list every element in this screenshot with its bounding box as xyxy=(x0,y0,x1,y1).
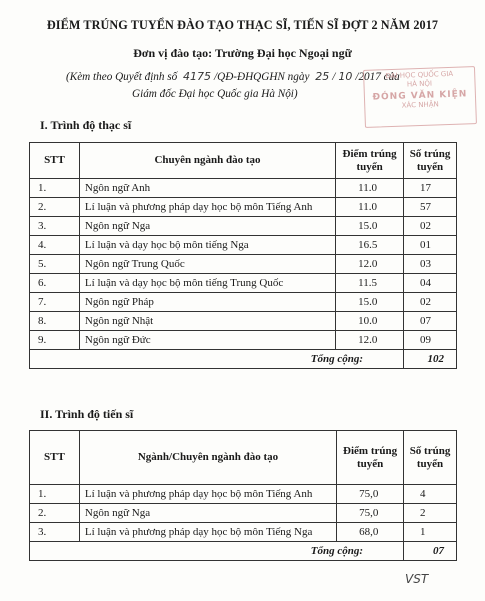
masters-heading: I. Trình độ thạc sĩ xyxy=(40,118,132,132)
row-score: 10.0 xyxy=(336,312,404,331)
table-row xyxy=(30,504,457,523)
row-major: Ngôn ngữ Nga xyxy=(79,504,336,523)
row-count: 57 xyxy=(404,198,457,217)
row-score: 16.5 xyxy=(336,236,404,255)
row-count: 17 xyxy=(404,179,457,198)
row-stt: 6. xyxy=(30,274,80,293)
row-major: Ngôn ngữ Anh xyxy=(79,179,335,198)
masters-header-row xyxy=(30,143,457,179)
row-score: 11.0 xyxy=(336,198,404,217)
row-stt: 3. xyxy=(30,217,80,236)
handwritten-initials: VST xyxy=(405,572,429,586)
table-row xyxy=(30,523,457,542)
total-value: 07 xyxy=(404,542,457,561)
table-row xyxy=(30,255,457,274)
doctoral-heading: II. Trình độ tiến sĩ xyxy=(40,407,134,421)
stamp-line2: HÀ NỘI xyxy=(406,79,433,89)
stamp-line3: ĐÓNG VĂN KIỆN xyxy=(372,89,468,103)
row-count: 1 xyxy=(404,523,457,542)
col-count: Số trúng tuyển xyxy=(404,431,457,485)
table-row xyxy=(30,312,457,331)
stamp-line1: ĐẠI HỌC QUỐC GIA xyxy=(385,69,454,81)
row-count: 09 xyxy=(404,331,457,350)
row-count: 4 xyxy=(404,485,457,504)
row-stt: 9. xyxy=(30,331,80,350)
col-major: Chuyên ngành đào tạo xyxy=(79,143,335,179)
row-stt: 4. xyxy=(30,236,80,255)
row-major: Lí luận và phương pháp dạy học bộ môn Tiếng Nga xyxy=(79,523,336,542)
ref-prefix: (Kèm theo Quyết định số xyxy=(66,71,178,83)
official-stamp xyxy=(363,66,477,130)
row-score: 12.0 xyxy=(336,255,404,274)
masters-table xyxy=(29,142,457,369)
row-major: Lí luận và phương pháp dạy học bộ môn Tiếng Anh xyxy=(79,485,336,504)
total-value: 102 xyxy=(404,350,457,369)
row-stt: 2. xyxy=(30,198,80,217)
row-major: Lí luận và phương pháp dạy học bộ môn Tiếng Anh xyxy=(79,198,335,217)
row-score: 12.0 xyxy=(336,331,404,350)
row-major: Ngôn ngữ Nhật xyxy=(79,312,335,331)
total-row xyxy=(30,350,457,369)
row-count: 02 xyxy=(404,293,457,312)
table-row xyxy=(30,293,457,312)
row-score: 68,0 xyxy=(337,523,404,542)
ref-middle: /QĐ-ĐHQGHN ngày xyxy=(214,71,310,83)
decision-reference: (Kèm theo Quyết định số 4175 /QĐ-ĐHQGHN ngày 25 / 10 /2017 của xyxy=(66,70,400,83)
row-major: Ngôn ngữ Nga xyxy=(79,217,335,236)
ref-number: 4175 xyxy=(183,70,212,83)
row-score: 11.0 xyxy=(336,179,404,198)
row-count: 01 xyxy=(404,236,457,255)
table-row xyxy=(30,274,457,293)
col-major: Ngành/Chuyên ngành đào tạo xyxy=(79,431,336,485)
ref-day: 25 xyxy=(315,70,330,83)
row-score: 11.5 xyxy=(336,274,404,293)
training-unit: Đơn vị đào tạo: Trường Đại học Ngoại ngữ xyxy=(133,46,352,60)
row-major: Ngôn ngữ Đức xyxy=(79,331,335,350)
row-stt: 2. xyxy=(30,504,80,523)
col-stt: STT xyxy=(30,431,80,485)
row-stt: 3. xyxy=(30,523,80,542)
row-score: 75,0 xyxy=(337,504,404,523)
row-count: 03 xyxy=(404,255,457,274)
table-row xyxy=(30,217,457,236)
total-label: Tổng cộng: xyxy=(30,542,404,561)
col-score: Điểm trúng tuyển xyxy=(337,431,404,485)
row-score: 15.0 xyxy=(336,217,404,236)
row-stt: 8. xyxy=(30,312,80,331)
table-row xyxy=(30,198,457,217)
table-row xyxy=(30,236,457,255)
row-count: 02 xyxy=(404,217,457,236)
col-count: Số trúng tuyển xyxy=(404,143,457,179)
ref-month: 10 xyxy=(338,70,353,83)
row-major: Lí luận và dạy học bộ môn tiếng Nga xyxy=(79,236,335,255)
col-score: Điểm trúng tuyển xyxy=(336,143,404,179)
total-label: Tổng cộng: xyxy=(30,350,404,369)
row-score: 75,0 xyxy=(337,485,404,504)
table-row xyxy=(30,331,457,350)
row-stt: 1. xyxy=(30,179,80,198)
row-stt: 1. xyxy=(30,485,80,504)
row-count: 07 xyxy=(404,312,457,331)
row-major: Ngôn ngữ Pháp xyxy=(79,293,335,312)
doctoral-header-row xyxy=(30,431,457,485)
row-count: 04 xyxy=(404,274,457,293)
stamp-line4: XÁC NHẬN xyxy=(401,100,439,110)
table-row xyxy=(30,179,457,198)
table-row xyxy=(30,485,457,504)
row-stt: 7. xyxy=(30,293,80,312)
doctoral-table xyxy=(29,430,457,561)
row-count: 2 xyxy=(404,504,457,523)
document-title: ĐIỂM TRÚNG TUYỂN ĐÀO TẠO THẠC SĨ, TIẾN SĨ ĐỢT 2 NĂM 2017 xyxy=(46,18,439,32)
row-major: Lí luận và dạy học bộ môn tiếng Trung Quốc xyxy=(79,274,335,293)
col-stt: STT xyxy=(30,143,80,179)
total-row xyxy=(30,542,457,561)
decision-reference-line2: Giám đốc Đại học Quốc gia Hà Nội) xyxy=(132,88,298,100)
row-major: Ngôn ngữ Trung Quốc xyxy=(79,255,335,274)
row-stt: 5. xyxy=(30,255,80,274)
row-score: 15.0 xyxy=(336,293,404,312)
ref-year: /2017 của xyxy=(355,71,400,83)
